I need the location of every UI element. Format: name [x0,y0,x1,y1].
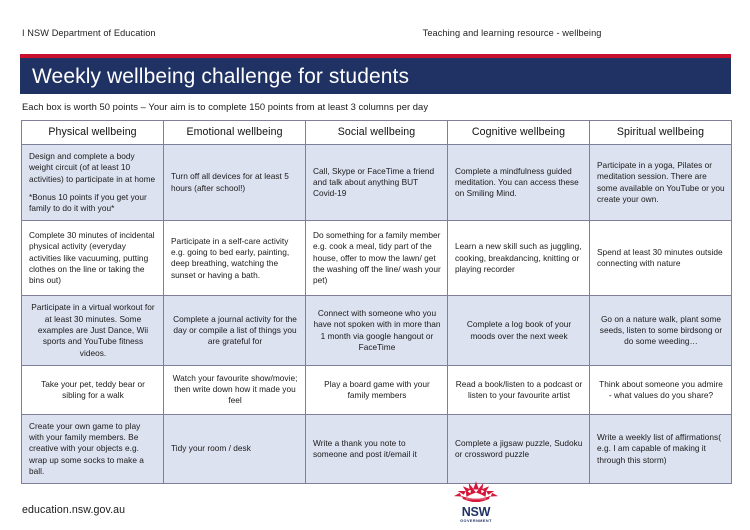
challenge-cell[interactable] [164,145,306,221]
challenge-cell[interactable] [306,145,448,221]
resource-label: Teaching and learning resource - wellbeing [422,28,602,38]
column-header-spiritual: Spiritual wellbeing [590,121,732,145]
challenge-cell[interactable] [448,414,590,483]
table-row [22,296,732,365]
challenge-cell[interactable] [448,221,590,296]
logo-nsw-text: NSW [461,505,491,519]
department-label: I NSW Department of Education [22,28,156,38]
table-row [22,414,732,483]
challenge-cell[interactable] [590,296,732,365]
challenge-text: Write a thank you note to someone and post it/email it [313,437,417,460]
challenge-table-body [22,145,732,484]
challenge-text: Complete a log book of your moods over the next week [466,319,572,341]
challenge-text: Spend at least 30 minutes outside connecting with nature [597,247,723,269]
challenge-cell[interactable] [164,414,306,483]
page-title: Weekly wellbeing challenge for students [32,64,410,88]
challenge-cell[interactable] [306,414,448,483]
challenge-text: Complete a jigsaw puzzle, Sudoku or crossword puzzle [455,437,583,460]
column-header-physical: Physical wellbeing [22,121,164,145]
challenge-text: Learn a new skill such as juggling, cooking, breakdancing, knitting or playing recorder [455,241,582,275]
title-banner [20,54,731,94]
challenge-text: Do something for a family member e.g. cook a meal, tidy part of the house, offer to mow the lawn/ get the washing off the line/ wash your pet) [313,230,441,286]
challenge-cell[interactable] [22,365,164,414]
challenge-text: Participate in a yoga, Pilates or meditation session. There are some available on YouTube or you create your own. [597,160,725,204]
challenge-text: Participate in a virtual workout for at least 30 minutes. Some examples are Just Dance, Wii sports and YouTube fitness videos. [31,302,155,358]
challenge-text: Take your pet, teddy bear or sibling for a walk [41,378,145,400]
challenge-cell[interactable] [448,365,590,414]
challenge-table-wrapper [21,120,731,484]
challenge-text: Watch your favourite show/movie; then write down how it made you feel [172,372,298,406]
challenge-cell[interactable] [22,414,164,483]
challenge-text: *Bonus 10 points if you get your family to do it with you* [29,191,147,214]
table-row [22,221,732,296]
challenge-cell[interactable] [590,414,732,483]
challenge-cell[interactable] [448,145,590,221]
table-header-row [22,121,732,145]
challenge-cell[interactable] [590,365,732,414]
column-header-cognitive: Cognitive wellbeing [448,121,590,145]
challenge-table [21,120,732,484]
challenge-cell[interactable] [22,221,164,296]
challenge-text: Turn off all devices for at least 5 hours (after school!) [171,171,289,193]
challenge-text: Complete a mindfulness guided meditation. You can access these on Smiling Mind. [455,165,579,199]
nsw-government-logo [452,480,500,524]
banner-bar [20,58,731,94]
waratah-flower-icon [452,480,500,505]
challenge-cell[interactable] [590,221,732,296]
document-meta-row [22,28,728,42]
challenge-cell[interactable] [164,365,306,414]
challenge-text: Tidy your room / desk [171,443,251,454]
table-row [22,145,732,221]
challenge-text: Play a board game with your family members [324,378,430,400]
challenge-cell[interactable] [164,296,306,365]
challenge-text: Call, Skype or FaceTime a friend and talk about anything BUT Covid-19 [313,165,435,199]
challenge-text: Complete a journal activity for the day or compile a list of things you are grateful for [173,313,297,347]
challenge-text: Go on a nature walk, plant some seeds, listen to some birdsong or do some weeding… [599,313,723,347]
challenge-cell[interactable] [22,296,164,365]
challenge-text: Complete 30 minutes of incidental physical activity (everyday activities like vacuuming, putting clothes on the line or taking the bins out) [29,230,155,286]
challenge-cell[interactable] [22,145,164,221]
challenge-text: Connect with someone who you have not spoken with in more than 1 month via google hangout or FaceTime [313,308,441,352]
challenge-text: Participate in a self-care activity e.g. going to bed early, painting, deep breathing, watching the sunset or having a bath. [171,235,290,280]
column-header-emotional: Emotional wellbeing [164,121,306,145]
scoring-instruction: Each box is worth 50 points – Your aim is to complete 150 points from at least 3 columns per day [22,101,429,112]
challenge-cell[interactable] [306,296,448,365]
challenge-cell[interactable] [448,296,590,365]
challenge-text: Think about someone you admire - what values do you share? [599,378,723,400]
column-header-social: Social wellbeing [306,121,448,145]
table-row [22,365,732,414]
challenge-text: Create your own game to play with your family members. Be creative with your objects e.g. wrap up some socks to make a ball. [29,420,144,476]
challenge-cell[interactable] [306,221,448,296]
logo-government-text: GOVERNMENT [460,519,492,523]
challenge-text: Design and complete a body weight circuit (of at least 10 activities) to participate in at home [29,151,156,184]
challenge-text: Read a book/listen to a podcast or listen to your favourite artist [455,378,583,400]
challenge-cell[interactable] [590,145,732,221]
challenge-cell[interactable] [164,221,306,296]
challenge-cell[interactable] [306,365,448,414]
challenge-text: Write a weekly list of affirmations( e.g. I am capable of making it through this storm) [597,432,721,465]
footer-website-url: education.nsw.gov.au [22,504,126,516]
